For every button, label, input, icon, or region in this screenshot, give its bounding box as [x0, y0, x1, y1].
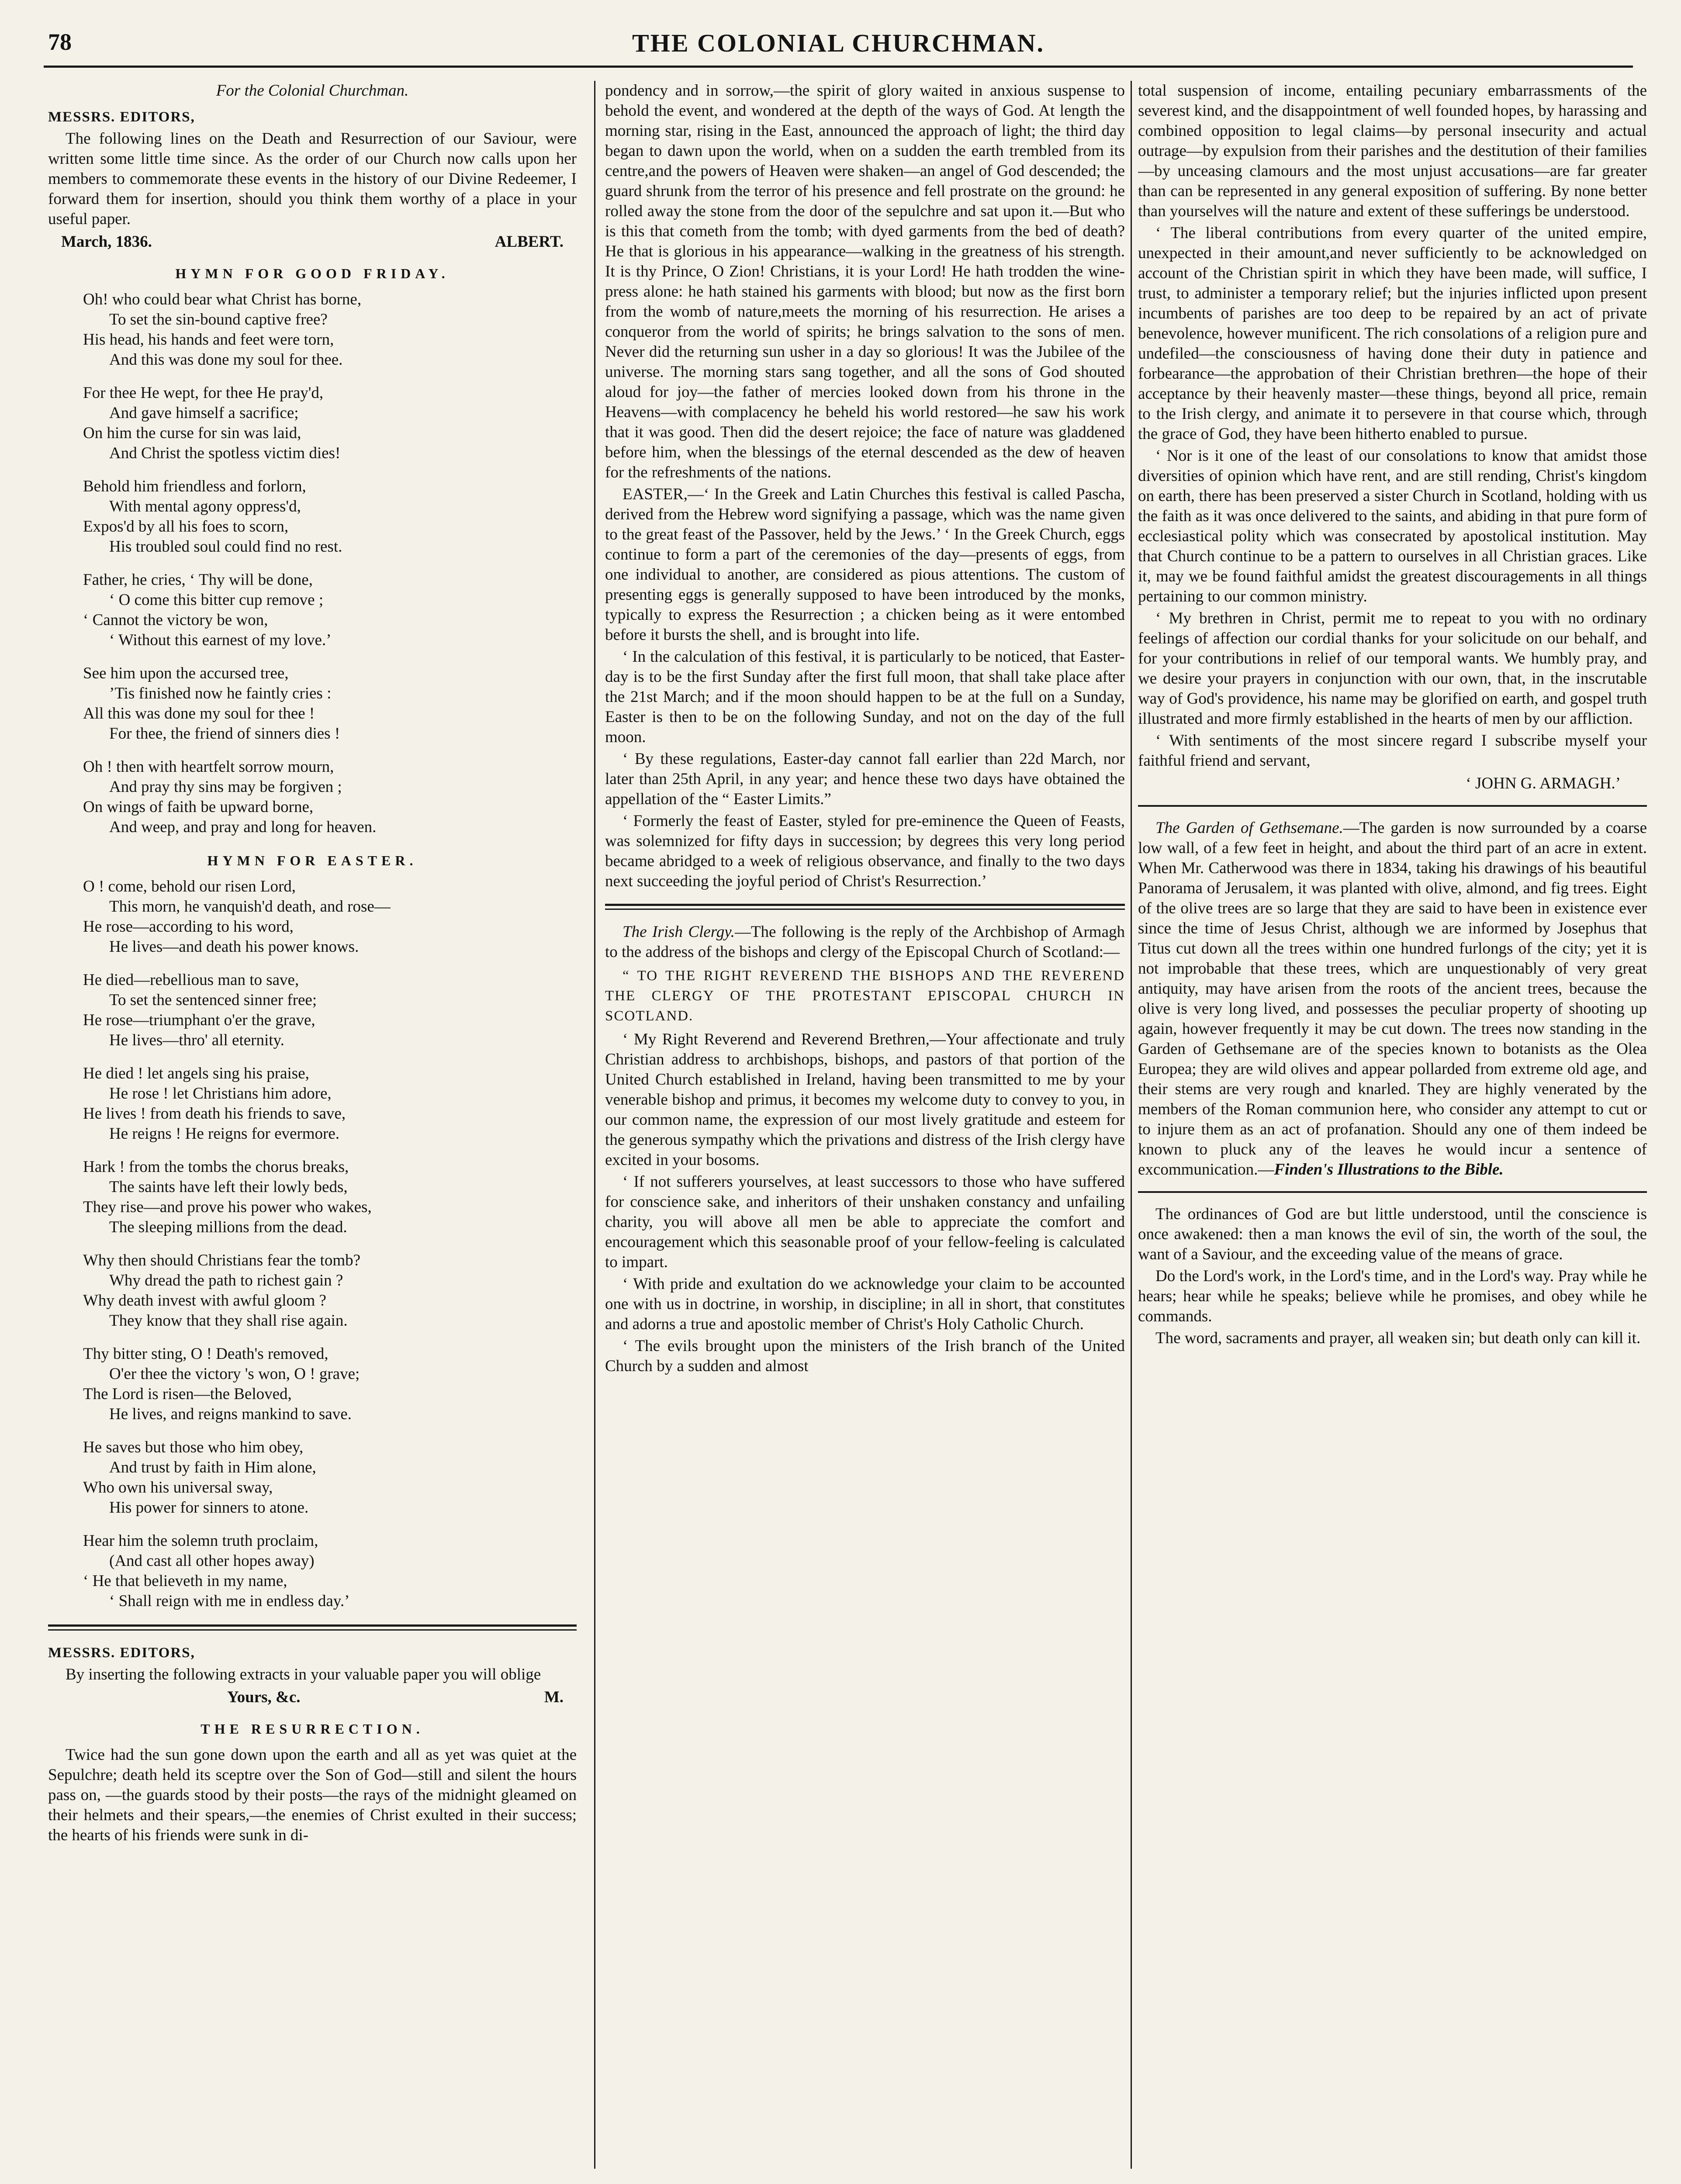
garden-text: —The garden is now surrounded by a coarse low wall, of a few feet in height, and about the third part of an acre in extent. When Mr. Catherwood was there in 1834, taking his drawings of his beautiful Panorama of Jerusalem, it was planted with olive, almond, and fig trees. Eight of the olive trees are so large that they are said to have been in existence ever since the time of Jesus Christ, although we are informed by Josephus that Titus cut down all the trees within one hundred furlongs of the city; yet it is not improbable that these trees, which are unquestionably of very great antiquity, may have arisen from the roots of the ancient trees, because the olive is very long lived, and possesses the peculiar property of shooting up again, however frequently it may be cut down. The trees now standing in the Garden of Gethsemane are of the species known to botanists as the Olea Europea; they are wild olives and appear pollarded from extreme old age, and their stems are very rough and knarled. They are highly venerated by the members of the Roman communion here, who consider any attempt to cut or to injure them as an act of profanation. Should any one of them indeed be known to pluck any of the leaves he would incur a sentence of excommunication.—: [1138, 819, 1647, 1178]
hymn-line: His troubled soul could find no rest.: [109, 538, 342, 556]
letter-signoff: [61, 232, 564, 252]
hymn-line: For thee He wept, for thee He pray'd,: [83, 384, 324, 402]
hymn-line: O ! come, behold our risen Lord,: [83, 878, 296, 895]
hymn-line: They know that they shall rise again.: [109, 1312, 348, 1330]
hymn-line: ‘ O come this bitter cup remove ;: [109, 591, 324, 609]
hymn-line: Oh ! then with heartfelt sorrow mourn,: [83, 758, 334, 776]
hymn-line: For thee, the friend of sinners dies !: [109, 725, 340, 743]
hymn-stanza: [48, 1344, 577, 1424]
hymn-line: The sleeping millions from the dead.: [109, 1218, 347, 1236]
hymn-line: And trust by faith in Him alone,: [109, 1458, 316, 1476]
column-divider: [1131, 81, 1132, 2169]
irish-letter-p3: ‘ With pride and exultation do we acknowledge your claim to be accounted one with us in doctrine, in worship, in discipline; in all in short, that constitutes and adorns a true and apostolic member of Christ's Holy Catholic Church.: [605, 1275, 1125, 1333]
hymn-stanza: [48, 970, 577, 1051]
hymn-line: Father, he cries, ‘ Thy will be done,: [83, 571, 313, 589]
hymn-stanza: [48, 1157, 577, 1237]
irish-letter-brethren: ‘ My brethren in Christ, permit me to repeat to you with no ordinary feelings of affection our cordial thanks for your solicitude on our behalf, and for your contributions in relief of our temporal wants. We humbly pray, and we desire your prayers in conjunction with our own, that, in the inscrutable way of God's providence, his name may be glorified on earth, and gospel truth illustrated and more firmly established in the hearts of men by our affliction.: [1138, 609, 1647, 728]
salutation-2: MESSRS. EDITORS,: [48, 1645, 195, 1661]
hymn-easter: [48, 877, 577, 1611]
irish-clergy-intro-text: —The following is the reply of the Archbishop of Armagh to the address of the bishops and clergy of the Episcopal Church of Scotland:—: [605, 923, 1125, 961]
easter-paragraph: [605, 484, 1125, 645]
hymn-line: He died ! let angels sing his praise,: [83, 1064, 309, 1082]
hymn-line: Who own his universal sway,: [83, 1479, 273, 1496]
hymn-line: To set the sin-bound captive free?: [109, 311, 328, 328]
hymn-line: The Lord is risen—the Beloved,: [83, 1385, 292, 1403]
easter-lead: EASTER,—: [623, 485, 704, 503]
section-rule: [1138, 1191, 1647, 1193]
irish-letter-signature: ‘ JOHN G. ARMAGH.’: [1466, 774, 1621, 792]
hymn-stanza: [48, 663, 577, 744]
column-1: [48, 81, 577, 2177]
hymn-line: (And cast all other hopes away): [109, 1552, 315, 1570]
page-header: [44, 24, 1633, 59]
hymn-line: He lives—and death his power knows.: [109, 938, 359, 956]
hymn-line: Why death invest with awful gloom ?: [83, 1292, 326, 1310]
easter-text: ‘ In the Greek and Latin Churches this festival is called Pascha, derived from the Hebrew word signifying a passage, which was the name given to the great feast of the Passover, held by the Jews.’ ‘ In the Greek Church, eggs continue to form a part of the ceremonies of the day—presents of eggs, from one individual to another, are considered as pious attentions. The custom of presenting eggs is generally supposed to have been introduced by the monks, typically to express the Resurrection ; a chicken being as it were entombed before it bursts the shell, and is brought into life.: [605, 485, 1125, 644]
hymn-stanza: [48, 1251, 577, 1331]
letter-2-signoff: [61, 1687, 564, 1707]
hymn-line: All this was done my soul for thee !: [83, 705, 315, 722]
hymn-stanza: [48, 290, 577, 370]
hymn-stanza: [48, 570, 577, 650]
hymn-line: To set the sentenced sinner free;: [109, 991, 317, 1009]
hymn-stanza: [48, 383, 577, 463]
irish-letter-p4: ‘ The evils brought upon the ministers of the Irish branch of the United Church by a sudden and almost: [605, 1337, 1125, 1375]
hymn-line: And pray thy sins may be forgiven ;: [109, 778, 342, 796]
hymn-line: ‘ Shall reign with me in endless day.’: [109, 1592, 350, 1610]
hymn-line: Oh! who could bear what Christ has borne,: [83, 290, 362, 308]
garden-lead: The Garden of Gethsemane.: [1155, 819, 1343, 837]
resurrection-text: Twice had the sun gone down upon the earth and all as yet was quiet at the Sepulchre; death held its sceptre over the Son of God—still and silent the hours pass on, —the guards stood by their posts—the rays of the midnight gleamed on their helmets and their spears,—the enemies of Christ exulted in their success; the hearts of his friends were sunk in di-: [48, 1746, 577, 1844]
hymn-line: His head, his hands and feet were torn,: [83, 331, 334, 349]
hymn-line: Expos'd by all his foes to scorn,: [83, 518, 289, 536]
hymn-line: Hear him the solemn truth proclaim,: [83, 1532, 318, 1550]
hymn-line: Thy bitter sting, O ! Death's removed,: [83, 1345, 329, 1363]
resurrection-title: THE RESURRECTION.: [201, 1721, 424, 1737]
section-rule: [48, 1624, 577, 1631]
hymn-line: ’Tis finished now he faintly cries :: [109, 684, 332, 702]
hymn-good-friday: [48, 290, 577, 837]
lords-work-paragraph: Do the Lord's work, in the Lord's time, and in the Lord's way. Pray while he hears; hear while he speaks; believe while he promises, and obey while he commands.: [1138, 1267, 1647, 1325]
irish-letter-p2: ‘ If not sufferers yourselves, at least successors to those who have suffered for conscience sake, and inheritors of their unshaken constancy and unfailing charity, you will above all men be able to appreciate the comfort and encouragement which this seasonable proof of your fellow-feeling is calculated to impart.: [605, 1173, 1125, 1271]
letter-signature: ALBERT.: [495, 233, 564, 251]
hymn-line: And this was done my soul for thee.: [109, 351, 343, 369]
column-divider: [594, 81, 595, 2169]
ordinances-paragraph: The ordinances of God are but little understood, until the conscience is once awakened: then a man knows the evil of sin, the worth of the soul, the want of a Saviour, and the exceeding value of the means of grace.: [1138, 1205, 1647, 1263]
masthead-title: THE COLONIAL CHURCHMAN.: [632, 29, 1045, 57]
hymn-line: Why then should Christians fear the tomb?: [83, 1251, 361, 1269]
hymn-line: He rose—triumphant o'er the grave,: [83, 1011, 315, 1029]
hymn-stanza: [48, 1438, 577, 1518]
hymn-line: On wings of faith be upward borne,: [83, 798, 314, 816]
hymn-stanza: [48, 477, 577, 557]
hymn-line: ‘ He that believeth in my name,: [83, 1572, 287, 1590]
section-rule: [605, 904, 1125, 910]
source-line: For the Colonial Churchman.: [216, 82, 409, 100]
garden-source: Finden's Illustrations to the Bible.: [1274, 1161, 1504, 1178]
letter-date: March, 1836.: [61, 233, 152, 251]
hymn-line: And gave himself a sacrifice;: [109, 404, 299, 422]
hymn-line: On him the curse for sin was laid,: [83, 424, 301, 442]
hymn-line: He lives—thro' all eternity.: [109, 1031, 284, 1049]
hymn-line: ‘ Without this earnest of my love.’: [109, 631, 332, 649]
column-3: [1138, 81, 1647, 2177]
easter-regulations: ‘ By these regulations, Easter-day cannot fall earlier than 22d March, nor later than 25th April, in any year; and hence these two days have obtained the appellation of the “ Easter Limits.”: [605, 750, 1125, 808]
hymn-line: He lives, and reigns mankind to save.: [109, 1405, 352, 1423]
hymn-line: O'er thee the victory 's won, O ! grave;: [109, 1365, 360, 1383]
hymn-line: The saints have left their lowly beds,: [109, 1178, 348, 1196]
garden-paragraph: [1138, 818, 1647, 1180]
hymn-line: And Christ the spotless victim dies!: [109, 444, 341, 462]
hymn-line: He saves but those who him obey,: [83, 1438, 304, 1456]
irish-letter-liberal: ‘ The liberal contributions from every quarter of the united empire, unexpected in their amount,and never sufficiently to be acknowledged on account of the Christian spirit in which they have been made, will suffice, I trust, to administer a temporary relief; but the injuries inflicted upon present incumbents of parishes are too deep to be repaired by an act of private benevolence, however munificent. The rich consolations of a religion pure and undefiled—the consciousness of having done their duty in patience and forbearance—the approbation of their Christian brethren—the hope of their acceptance by their heavenly master—these things, beyond all price, remain to the Irish clergy, and animate it to persevere in that course which, through the grace of God, they have been hitherto enabled to pursue.: [1138, 224, 1647, 443]
hymn-stanza: [48, 757, 577, 837]
hymn-line: He rose ! let Christians him adore,: [109, 1085, 332, 1102]
resurrection-continued: pondency and in sorrow,—the spirit of glory waited in anxious suspense to behold the event, and wondered at the depth of the ways of God. At length the morning star, rising in the East, announced the approach of light; the third day began to dawn upon the world, when on a sudden the earth trembled from its centre,and the powers of Heaven were shaken—an angel of God descended; the guard shrunk from the terror of his presence and fell prostrate on the ground: he rolled away the stone from the door of the sepulchre and sat upon it.—But who is this that cometh from the tomb; with dyed garments from the bed of death? He that is glorious in his appearance—walking in the greatness of his strength. It is thy Prince, O Zion! Christians, it is your Lord! He hath trodden the wine-press alone: he hath stained his garments with blood; but now as the first born from the womb of nature,meets the morning of his resurrection. He arises a conqueror from the world of spirits; he brings salvation to the sons of men. Never did the returning sun usher in a day so glorious! It was the Jubilee of the universe. The morning stars sang together, and all the sons of God shouted aloud for joy—the father of mercies looked down from his throne in the Heavens—with complacency he beheld his world restored—he saw his work that it was good. Then did the desert rejoice; the face of nature was gladdened before him, when the blessings of the eternal descended as the dew of heaven for the refreshments of the nations.: [605, 82, 1125, 481]
easter-calculation: ‘ In the calculation of this festival, it is particularly to be noticed, that Easter-day is to be the first Sunday after the first full moon, that shall take place after the 21st March; and if the moon should happen to be at the full on a Sunday, Easter is then to be on the following Sunday, and not on the day of the full moon.: [605, 648, 1125, 746]
column-2: [605, 81, 1125, 2177]
easter-formerly: ‘ Formerly the feast of Easter, styled for pre-eminence the Queen of Feasts, was solemnized for fifty days in succession; by degrees this very long period became abridged to a week of religious observance, and finally to the two days next succeeding the joyful period of Christ's Resurrection.’: [605, 812, 1125, 890]
hymn-line: ‘ Cannot the victory be won,: [83, 611, 268, 629]
hymn-line: And weep, and pray and long for heaven.: [109, 818, 377, 836]
irish-letter-continued: total suspension of income, entailing pecuniary embarrassments of the severest kind, and the disappointment of well founded hopes, by harassing and combined opposition to legal claims—by personal insecurity and actual outrage—by expulsion from their parishes and the destitution of their families—by unceasing clamours and the most unjust accusations—are far greater than can be represented in any general exposition of suffering. By none better than yourselves will the nature and extent of these sufferings be understood.: [1138, 82, 1647, 220]
hymn-easter-title: HYMN FOR EASTER.: [207, 853, 418, 868]
hymn-line: His power for sinners to atone.: [109, 1499, 309, 1517]
hymn-line: Behold him friendless and forlorn,: [83, 477, 306, 495]
hymn-line: They rise—and prove his power who wakes,: [83, 1198, 372, 1216]
hymn-good-friday-title: HYMN FOR GOOD FRIDAY.: [175, 266, 450, 281]
irish-clergy-lead: The Irish Clergy.: [623, 923, 735, 941]
letter-2-signature: M.: [544, 1688, 564, 1706]
hymn-line: See him upon the accursed tree,: [83, 664, 289, 682]
page-number: 78: [48, 29, 72, 55]
irish-clergy-intro: [605, 922, 1125, 962]
letter-2-closing: Yours, &c.: [227, 1688, 301, 1706]
hymn-stanza: [48, 877, 577, 957]
header-rule: [44, 66, 1633, 68]
hymn-line: He reigns ! He reigns for evermore.: [109, 1125, 340, 1143]
hymn-line: He died—rebellious man to save,: [83, 971, 299, 989]
hymn-line: With mental agony oppress'd,: [109, 498, 301, 515]
hymn-stanza: [48, 1064, 577, 1144]
hymn-stanza: [48, 1531, 577, 1611]
letter-2: By inserting the following extracts in your valuable paper you will oblige: [66, 1666, 541, 1683]
hymn-line: He rose—according to his word,: [83, 918, 294, 936]
irish-letter-p1: ‘ My Right Reverend and Reverend Brethren,—Your affectionate and truly Christian address to archbishops, bishops, and pastors of that portion of the United Church established in Ireland, having been transmitted to me by your venerable bishop and primus, it becomes my welcome duty to convey to you, in our common name, the expression of our most lively gratitude and esteem for the generous sympathy which the privations and distress of the Irish clergy have excited in your bosoms.: [605, 1030, 1125, 1169]
irish-address: “ TO THE RIGHT REVEREND THE BISHOPS AND THE REVEREND THE CLERGY OF THE PROTESTANT EPISCOPAL CHURCH IN SCOTLAND.: [605, 968, 1125, 1024]
hymn-line: This morn, he vanquish'd death, and rose—: [109, 898, 391, 916]
hymn-line: Hark ! from the tombs the chorus breaks,: [83, 1158, 349, 1176]
section-rule: [1138, 805, 1647, 807]
irish-letter-sentiments: ‘ With sentiments of the most sincere regard I subscribe myself your faithful friend and servant,: [1138, 732, 1647, 770]
hymn-line: Why dread the path to richest gain ?: [109, 1272, 343, 1289]
salutation: MESSRS. EDITORS,: [48, 109, 195, 125]
hymn-line: He lives ! from death his friends to save,: [83, 1105, 346, 1123]
intro-letter: The following lines on the Death and Resurrection of our Saviour, were written some little time since. As the order of our Church now calls upon her members to commemorate these events in the history of our Divine Redeemer, I forward them for insertion, should you think them worthy of a place in your useful paper.: [48, 130, 577, 228]
irish-letter-nor: ‘ Nor is it one of the least of our consolations to know that amidst those diversities of opinion which have rent, and are still rending, Christ's kingdom on earth, there has been preserved a sister Church in Scotland, holding with us the faith as it was once delivered to the saints, and abiding in that pure form of ecclesiastical polity which was consecrated by apostolical institution. May that Church continue to be a pattern to ourselves in all Christian graces. Like it, may we be found faithful amidst the greatest discouragements in all things pertaining to our common ministry.: [1138, 447, 1647, 605]
word-paragraph: The word, sacraments and prayer, all weaken sin; but death only can kill it.: [1155, 1329, 1641, 1347]
